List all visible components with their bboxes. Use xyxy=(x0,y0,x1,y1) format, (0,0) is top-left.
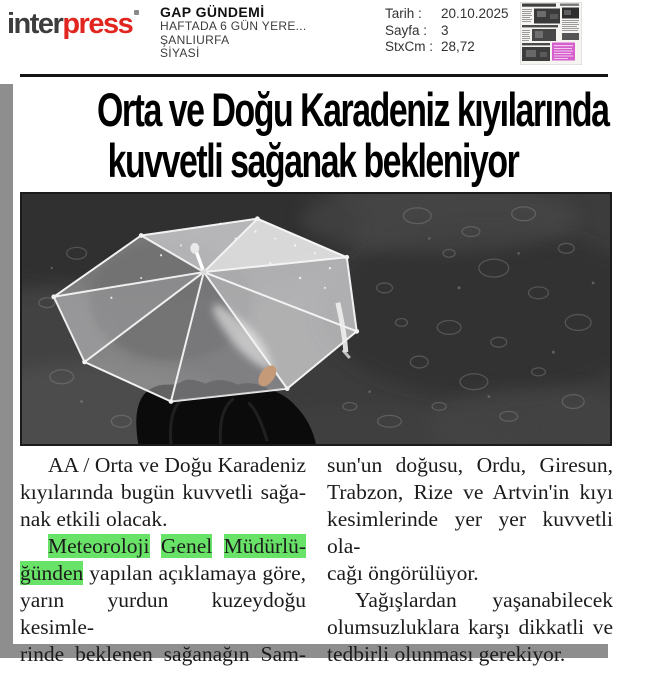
meta-label-stxcm: StxCm : xyxy=(385,39,434,54)
headline-line-2: kuvvetli sağanak bekleniyor xyxy=(107,134,519,187)
article-body xyxy=(20,452,613,668)
article-line: yarın yurdun kuzeydoğu kesimle- xyxy=(20,588,306,639)
article-line: rinde beklenen sağanağın Sam- xyxy=(20,642,306,666)
highlighted-text: Genel xyxy=(160,534,213,558)
headline-line-1: Orta ve Doğu Karadeniz kıyılarında xyxy=(96,83,609,136)
meta-label-page: Sayfa : xyxy=(385,22,428,38)
article-column-right xyxy=(327,452,613,668)
article-line: nak etkili olacak. xyxy=(20,507,168,531)
logo-part-press: press xyxy=(62,8,133,40)
publication-city: ŞANLIURFA xyxy=(160,32,230,47)
logo-trademark-icon xyxy=(134,10,139,15)
article-line: ğünden yapılan açıklamaya göre, xyxy=(20,561,306,585)
highlighted-text: ğünden xyxy=(20,561,84,585)
article-line: AA / Orta ve Doğu Karadeniz xyxy=(48,453,306,477)
highlighted-text: Meteoroloji xyxy=(48,534,150,558)
meta-value-date: 20.10.2025 xyxy=(441,6,509,21)
publication-category: SİYASİ xyxy=(160,46,200,60)
highlighted-text: Müdürlü- xyxy=(223,534,306,558)
publication-frequency: HAFTADA 6 GÜN YERE... xyxy=(160,19,307,33)
article-column-left xyxy=(20,452,306,668)
meta-value-stxcm: 28,72 xyxy=(441,39,475,54)
meta-label-date: Tarih : xyxy=(385,6,422,21)
logo-part-inter: inter xyxy=(7,8,63,40)
article-line: sun'un doğusu, Ordu, Giresun, xyxy=(327,453,613,477)
meta-value-page: 3 xyxy=(441,22,449,38)
page-thumbnail-image xyxy=(520,2,582,65)
article-line: kıyılarında bugün kuvvetli sağa- xyxy=(20,480,306,504)
meta-row-stxcm xyxy=(385,39,509,56)
article-headline xyxy=(13,84,613,186)
publication-name: GAP GÜNDEMİ xyxy=(160,4,265,20)
clip-shadow-left xyxy=(0,84,13,658)
article-line: olumsuzluklara karşı dikkatli ve xyxy=(327,615,613,639)
article-line: kesimlerinde yer yer kuvvetli ola- xyxy=(327,507,613,558)
headline-top-rule xyxy=(20,74,608,77)
interpress-logo xyxy=(7,9,139,39)
page-thumbnail[interactable] xyxy=(520,2,582,65)
article-line xyxy=(20,533,306,560)
article-line: tedbirli olunması gerekiyor. xyxy=(327,642,566,666)
meta-row-page xyxy=(385,23,509,40)
publication-info xyxy=(160,5,307,61)
article-line: Trabzon, Rize ve Artvin'in kıyı xyxy=(327,480,613,504)
article-line: Yağışlardan yaşanabilecek xyxy=(355,588,613,612)
meta-row-date xyxy=(385,6,509,23)
article-photo xyxy=(20,192,612,446)
clip-metadata xyxy=(385,6,509,56)
umbrella-rain-photo xyxy=(22,194,610,444)
article-line: cağı öngörülüyor. xyxy=(327,561,479,585)
